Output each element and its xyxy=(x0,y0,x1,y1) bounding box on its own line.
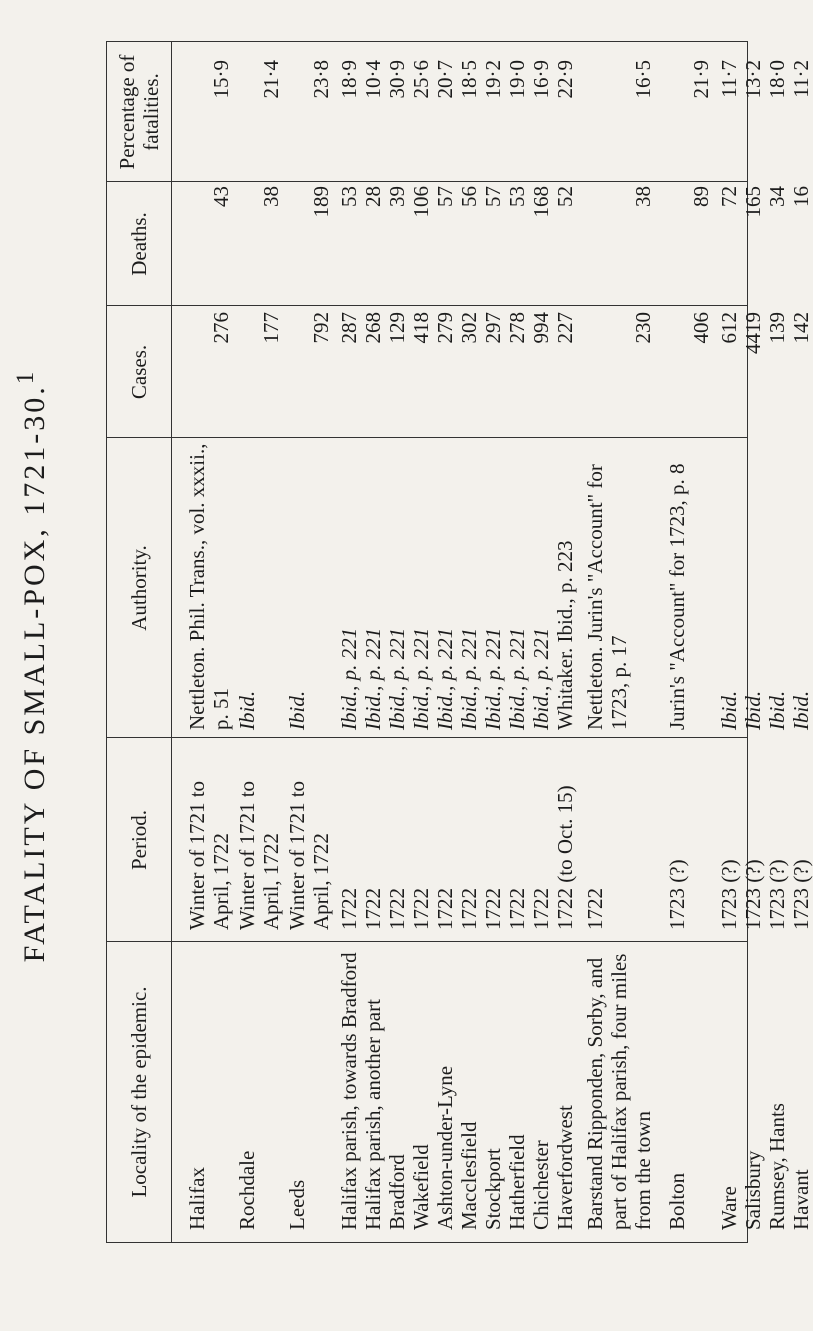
percentage-cell: 13·2 xyxy=(741,60,765,99)
locality-cell: Leeds xyxy=(285,1179,309,1230)
authority-cell: Ibid., p. 221 xyxy=(409,627,433,730)
period-cell: 1723 (?) xyxy=(789,859,813,930)
deaths-cell: 189 xyxy=(309,186,333,218)
table-row xyxy=(481,42,505,1242)
header-rule xyxy=(171,42,172,1242)
deaths-cell: 34 xyxy=(765,186,789,207)
fatality-table xyxy=(106,41,813,1243)
locality-cell: Rumsey, Hants xyxy=(765,1103,789,1230)
period-cell: 1722 xyxy=(409,888,433,930)
page-title: FATALITY OF SMALL-POX, 1721-30.$^1$ xyxy=(12,368,51,963)
cases-cell: 142 xyxy=(789,312,813,344)
cases-cell: 227 xyxy=(553,312,577,344)
authority-cell: Nettleton. Phil. Trans., vol. xxxii., p. 51 xyxy=(185,443,233,730)
period-cell: 1723 (?) xyxy=(741,859,765,930)
cases-cell: 302 xyxy=(457,312,481,344)
locality-cell: Hatherfield xyxy=(505,1134,529,1230)
table-row xyxy=(433,42,457,1242)
table-row xyxy=(665,42,713,1242)
title-footnote-mark: 1 xyxy=(12,368,39,385)
percentage-cell: 19·0 xyxy=(505,60,529,99)
period-cell: 1722 xyxy=(385,888,409,930)
period-cell: Winter of 1721 to April, 1722 xyxy=(235,780,283,930)
period-cell: 1722 xyxy=(505,888,529,930)
authority-cell: Ibid., p. 221 xyxy=(529,627,553,730)
header-deaths: Deaths. xyxy=(126,212,151,276)
cases-cell: 994 xyxy=(529,312,553,344)
percentage-cell: 10·4 xyxy=(361,60,385,99)
locality-cell: Halifax parish, another part xyxy=(361,999,385,1230)
header-locality: Locality of the epidemic. xyxy=(126,986,151,1198)
percentage-cell: 16·5 xyxy=(631,60,655,99)
period-cell: 1723 (?) xyxy=(765,859,789,930)
percentage-cell: 25·6 xyxy=(409,60,433,99)
deaths-cell: 39 xyxy=(385,186,409,207)
percentage-cell: 16·9 xyxy=(529,60,553,99)
period-cell: 1723 (?) xyxy=(665,859,689,930)
locality-cell: Stockport xyxy=(481,1148,505,1230)
percentage-cell: 15·9 xyxy=(209,60,233,99)
percentage-cell: 18·0 xyxy=(765,60,789,99)
percentage-cell: 21·9 xyxy=(689,60,713,99)
authority-cell: Ibid. xyxy=(765,690,789,730)
deaths-cell: 16 xyxy=(789,186,813,207)
percentage-cell: 20·7 xyxy=(433,60,457,99)
authority-cell: Ibid. xyxy=(741,690,765,730)
percentage-cell: 23·8 xyxy=(309,60,333,99)
locality-cell: Ware xyxy=(717,1186,741,1230)
authority-cell: Jurin's "Account" for 1723, p. 8 xyxy=(665,463,689,730)
percentage-cell: 21·4 xyxy=(259,60,283,99)
percentage-cell: 19·2 xyxy=(481,60,505,99)
cases-cell: 4419 xyxy=(741,312,765,354)
period-cell: 1723 (?) xyxy=(717,859,741,930)
locality-cell: Chichester xyxy=(529,1140,553,1230)
locality-cell: Wakefield xyxy=(409,1144,433,1230)
locality-cell: Macclesfield xyxy=(457,1121,481,1230)
deaths-cell: 38 xyxy=(631,186,655,207)
cases-cell: 612 xyxy=(717,312,741,344)
locality-cell: Rochdale xyxy=(235,1150,259,1230)
locality-cell: Halifax xyxy=(185,1167,209,1230)
deaths-cell: 28 xyxy=(361,186,385,207)
period-cell: 1722 (to Oct. 15) xyxy=(553,785,577,930)
cases-cell: 139 xyxy=(765,312,789,344)
authority-cell: Ibid., p. 221 xyxy=(385,627,409,730)
cases-cell: 276 xyxy=(209,312,233,344)
percentage-cell: 30·9 xyxy=(385,60,409,99)
table-row xyxy=(583,42,655,1242)
deaths-cell: 165 xyxy=(741,186,765,218)
locality-cell: Halifax parish, towards Bradford xyxy=(337,952,361,1230)
table-row xyxy=(741,42,765,1242)
authority-cell: Ibid., p. 221 xyxy=(481,627,505,730)
percentage-cell: 18·5 xyxy=(457,60,481,99)
locality-cell: Barstand Ripponden, Sorby, and part of Halifax parish, four miles from the town xyxy=(583,953,655,1230)
authority-cell: Ibid. xyxy=(235,690,259,730)
deaths-cell: 106 xyxy=(409,186,433,218)
percentage-cell: 11·2 xyxy=(789,60,813,98)
header-cases: Cases. xyxy=(126,344,151,400)
cases-cell: 406 xyxy=(689,312,713,344)
header-period: Period. xyxy=(126,809,151,871)
locality-cell: Bradford xyxy=(385,1154,409,1230)
cases-cell: 129 xyxy=(385,312,409,344)
header-authority: Authority. xyxy=(126,545,151,631)
table-row xyxy=(385,42,409,1242)
deaths-cell: 72 xyxy=(717,186,741,207)
period-cell: 1722 xyxy=(529,888,553,930)
percentage-cell: 22·9 xyxy=(553,60,577,99)
period-cell: 1722 xyxy=(433,888,457,930)
cases-cell: 268 xyxy=(361,312,385,344)
period-cell: 1722 xyxy=(583,888,607,930)
authority-cell: Ibid., p. 221 xyxy=(433,627,457,730)
percentage-cell: 18·9 xyxy=(337,60,361,99)
authority-cell: Ibid. xyxy=(717,690,741,730)
deaths-cell: 53 xyxy=(505,186,529,207)
table-row xyxy=(235,42,283,1242)
authority-cell: Ibid. xyxy=(285,690,309,730)
deaths-cell: 89 xyxy=(689,186,713,207)
table-row xyxy=(337,42,361,1242)
table-row xyxy=(553,42,577,1242)
authority-cell: Ibid. xyxy=(789,690,813,730)
cases-cell: 177 xyxy=(259,312,283,344)
deaths-cell: 52 xyxy=(553,186,577,207)
table-row xyxy=(717,42,741,1242)
authority-cell: Ibid., p. 221 xyxy=(505,627,529,730)
period-cell: 1722 xyxy=(457,888,481,930)
locality-cell: Ashton-under-Lyne xyxy=(433,1065,457,1230)
cases-cell: 279 xyxy=(433,312,457,344)
deaths-cell: 57 xyxy=(433,186,457,207)
authority-cell: Nettleton. Jurin's "Account" for 1723, p. 17 xyxy=(583,464,631,730)
table-row xyxy=(529,42,553,1242)
percentage-cell: 11·7 xyxy=(717,60,741,98)
locality-cell: Bolton xyxy=(665,1172,689,1230)
table-row xyxy=(185,42,233,1242)
locality-cell: Salisbury xyxy=(741,1150,765,1230)
period-cell: 1722 xyxy=(361,888,385,930)
table-row xyxy=(765,42,789,1242)
cases-cell: 418 xyxy=(409,312,433,344)
table-row xyxy=(457,42,481,1242)
deaths-cell: 56 xyxy=(457,186,481,207)
cases-cell: 230 xyxy=(631,312,655,344)
deaths-cell: 53 xyxy=(337,186,361,207)
table-row xyxy=(505,42,529,1242)
authority-cell: Ibid., p. 221 xyxy=(457,627,481,730)
authority-cell: Ibid., p. 221 xyxy=(361,627,385,730)
cases-cell: 792 xyxy=(309,312,333,344)
table-row xyxy=(789,42,813,1242)
deaths-cell: 168 xyxy=(529,186,553,218)
header-percentage: Percentage of fatalities. xyxy=(114,54,163,170)
table-row xyxy=(409,42,433,1242)
deaths-cell: 38 xyxy=(259,186,283,207)
period-cell: Winter of 1721 to April, 1722 xyxy=(185,780,233,930)
period-cell: 1722 xyxy=(337,888,361,930)
locality-cell: Haverfordwest xyxy=(553,1105,577,1230)
cases-cell: 287 xyxy=(337,312,361,344)
deaths-cell: 43 xyxy=(209,186,233,207)
authority-cell: Whitaker. Ibid., p. 223 xyxy=(553,540,577,730)
table-row xyxy=(285,42,333,1242)
cases-cell: 278 xyxy=(505,312,529,344)
period-cell: Winter of 1721 to April, 1722 xyxy=(285,780,333,930)
period-cell: 1722 xyxy=(481,888,505,930)
locality-cell: Havant xyxy=(789,1169,813,1230)
table-row xyxy=(361,42,385,1242)
authority-cell: Ibid., p. 221 xyxy=(337,627,361,730)
deaths-cell: 57 xyxy=(481,186,505,207)
cases-cell: 297 xyxy=(481,312,505,344)
